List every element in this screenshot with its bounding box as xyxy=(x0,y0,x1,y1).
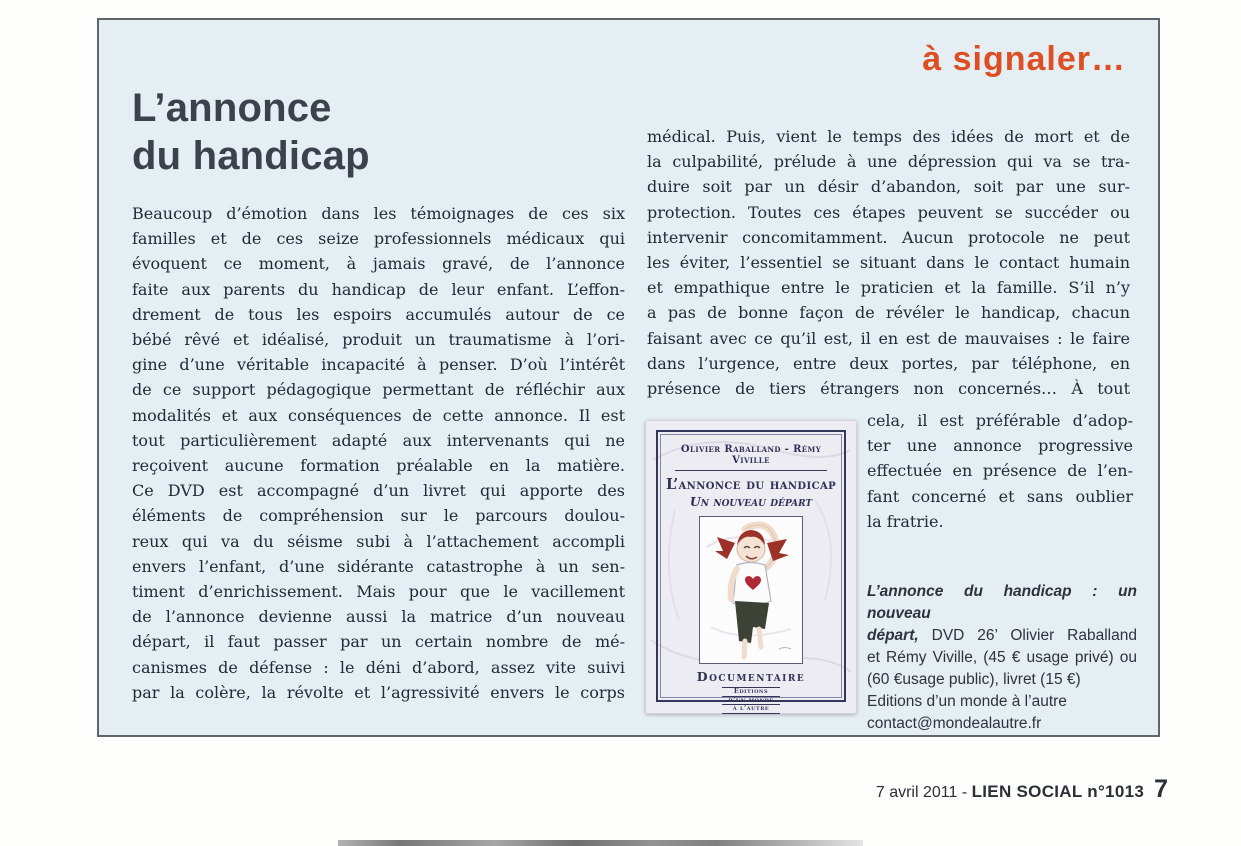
section-header: à signaler… xyxy=(922,40,1126,78)
cover-frame xyxy=(656,430,846,712)
cover-divider xyxy=(675,470,826,471)
cover-illustration xyxy=(699,516,803,664)
article-title-line2: du handicap xyxy=(132,134,370,178)
cover-publisher-line2: d’un monde xyxy=(722,697,780,706)
article-column-right-wrap: cela, il est préférable d’adop- ter une annonce progressive effectuée en présence de l’en- fant concerné et sans oublier la fratrie. xyxy=(867,411,1133,531)
article-title xyxy=(132,84,370,180)
article-column-right: médical. Puis, vient le temps des idées de mort et de la culpabilité, prélude à une dépression qui va se tra- duire soit par un désir d’abandon, soit par une sur- protection. Toutes ces étapes peuvent se succéder ou intervenir concomitamment. Aucun protocole ne peut les éviter, l’essentiel se situant dans le contact humain et empathique entre le praticien et la famille. S’il n’y a pas de bonne façon de révéler le handicap, chacun faisant avec ce qu’il est, il en est de mauvaises : le faire dans l’urgence, entre deux portes, par téléphone, en présence de tiers étrangers non concernés… À tout xyxy=(647,127,1130,399)
article-title-line1: L’annonce xyxy=(132,86,332,130)
scan-artifact-edge xyxy=(338,840,863,846)
page-number: 7 xyxy=(1154,775,1168,803)
cover-frame-inner xyxy=(660,434,842,712)
girl-drawing-icon xyxy=(701,517,801,661)
article-column-left: Beaucoup d’émotion dans les témoignages de ces six familles et de ces seize professionnels médicaux qui évoquent ce moment, à jamais gravé, de l’annonce faite aux parents du handicap de leur enfant. L’effon- drement de tous les espoirs accumulés autour de ce bébé rêvé et idéalisé, produit un traumatisme à l’ori- gine d’une véritable incapacité à penser. D’où l’intérêt de ce support pédagogique permettant de réfléchir aux modalités et aux conséquences de cette annonce. Il est tout particulièrement adapté aux intervenants qui ne reçoivent aucune formation préalable en la matière. Ce DVD est accompagné d’un livret qui apporte des éléments de compréhension sur le parcours doulou- reux qui va du séisme subi à l’attachement accompli envers l’enfant, d’une sidérante catastrophe à un sen- timent d’enrichissement. Mais pour que le vacillement de l’annonce devienne aussi la matrice d’un nouveau départ, il faut passer par un certain nombre de mé- canismes de défense : le déni d’abord, assez vite suivi par la colère, la révolte et l’agressivité envers le corps xyxy=(132,204,625,702)
article-panel xyxy=(97,18,1160,737)
cover-publisher-logo xyxy=(722,687,780,714)
cover-publisher-line3: à l’autre xyxy=(722,705,780,714)
cover-genre: Documentaire xyxy=(696,669,806,684)
dvd-cover xyxy=(645,420,857,714)
cover-subtitle: Un nouveau départ xyxy=(689,494,813,509)
cover-title: L’annonce du handicap xyxy=(665,476,837,493)
footer-journal-name: LIEN SOCIAL n°1013 xyxy=(971,782,1145,801)
cover-publisher-line1: Éditions xyxy=(722,687,780,697)
footer-date: 7 avril 2011 - xyxy=(875,784,972,801)
page-footer xyxy=(876,775,1168,804)
cover-authors: Olivier Raballand - Rémy Viville xyxy=(680,444,822,466)
dvd-caption: L’annonce du handicap : un nouveau départ, DVD 26’ Olivier Raballand et Rémy Viville, (45 € usage privé) ou (60 €usage public), livret (15 €) Editions d’un monde à l’autre contact@mondealautre.fr xyxy=(867,583,1137,732)
